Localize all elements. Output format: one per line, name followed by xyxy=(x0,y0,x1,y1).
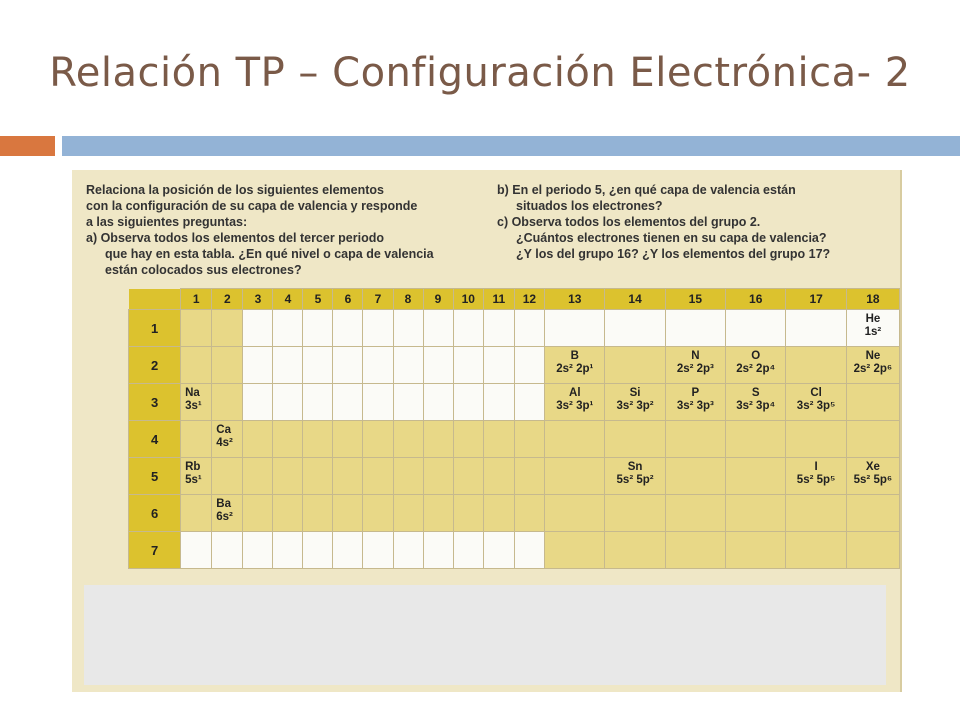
table-row xyxy=(129,495,900,532)
group-header: 18 xyxy=(846,289,899,310)
group-header: 17 xyxy=(786,289,846,310)
element-cell-ba: Ba 6s² xyxy=(212,495,243,532)
element-cell-na: Na 3s¹ xyxy=(181,384,212,421)
group-header: 2 xyxy=(212,289,243,310)
question-line: están colocados sus electrones? xyxy=(105,263,302,277)
question-line: c) Observa todos los elementos del grupo 2. xyxy=(497,215,761,229)
group-header: 3 xyxy=(243,289,273,310)
question-line: ¿Cuántos electrones tienen en su capa de valencia? xyxy=(516,231,827,245)
group-header: 12 xyxy=(514,289,545,310)
element-cell-xe: Xe 5s² 5p⁶ xyxy=(846,458,899,495)
period-label: 3 xyxy=(129,384,181,421)
textbook-scan xyxy=(72,170,902,692)
element-cell-cl: Cl 3s² 3p⁵ xyxy=(786,384,846,421)
element-cell-si: Si 3s² 3p² xyxy=(605,384,665,421)
question-line: que hay en esta tabla. ¿En qué nivel o capa de valencia xyxy=(105,247,434,261)
table-row xyxy=(129,384,900,421)
group-header: 16 xyxy=(726,289,786,310)
period-label: 7 xyxy=(129,532,181,569)
group-header: 7 xyxy=(363,289,393,310)
group-header: 13 xyxy=(545,289,605,310)
periodic-table xyxy=(128,288,900,569)
period-label: 6 xyxy=(129,495,181,532)
table-row xyxy=(129,347,900,384)
questions-left xyxy=(86,182,496,278)
element-cell-sn: Sn 5s² 5p² xyxy=(605,458,665,495)
element-cell-i: I 5s² 5p⁵ xyxy=(786,458,846,495)
group-header: 6 xyxy=(333,289,363,310)
element-cell-he: He 1s² xyxy=(846,310,899,347)
table-corner xyxy=(129,289,181,310)
question-line: con la configuración de su capa de valencia y responde xyxy=(86,199,418,213)
question-line: a) Observa todos los elementos del tercer periodo xyxy=(86,231,385,245)
table-row xyxy=(129,458,900,495)
accent-bar-blue xyxy=(62,136,960,156)
period-label: 1 xyxy=(129,310,181,347)
group-header: 11 xyxy=(484,289,515,310)
element-cell-n: N 2s² 2p³ xyxy=(665,347,725,384)
element-cell-ca: Ca 4s² xyxy=(212,421,243,458)
table-row xyxy=(129,532,900,569)
period-label: 5 xyxy=(129,458,181,495)
question-line: ¿Y los del grupo 16? ¿Y los elementos del grupo 17? xyxy=(516,247,831,261)
element-cell-al: Al 3s² 3p¹ xyxy=(545,384,605,421)
element-cell-s: S 3s² 3p⁴ xyxy=(726,384,786,421)
group-header: 15 xyxy=(665,289,725,310)
accent-bar-orange xyxy=(0,136,55,156)
period-label: 4 xyxy=(129,421,181,458)
element-cell-ne: Ne 2s² 2p⁶ xyxy=(846,347,899,384)
group-header-row xyxy=(129,289,900,310)
question-line: Relaciona la posición de los siguientes elementos xyxy=(86,183,385,197)
group-header: 5 xyxy=(303,289,333,310)
element-cell-b: B 2s² 2p¹ xyxy=(545,347,605,384)
element-cell-p: P 3s² 3p³ xyxy=(665,384,725,421)
table-row xyxy=(129,421,900,458)
group-header: 10 xyxy=(453,289,484,310)
element-cell-rb: Rb 5s¹ xyxy=(181,458,212,495)
blank-answer-area xyxy=(84,585,886,685)
slide-title: Relación TP – Configuración Electrónica- 2 xyxy=(49,50,911,96)
element-cell-o: O 2s² 2p⁴ xyxy=(726,347,786,384)
question-line: situados los electrones? xyxy=(516,199,663,213)
question-line: a las siguientes preguntas: xyxy=(86,215,248,229)
period-label: 2 xyxy=(129,347,181,384)
group-header: 9 xyxy=(423,289,453,310)
questions-right xyxy=(497,182,897,262)
table-row xyxy=(129,310,900,347)
group-header: 1 xyxy=(181,289,212,310)
group-header: 8 xyxy=(393,289,423,310)
question-line: b) En el periodo 5, ¿en qué capa de valencia están xyxy=(497,183,796,197)
group-header: 4 xyxy=(273,289,303,310)
group-header: 14 xyxy=(605,289,665,310)
